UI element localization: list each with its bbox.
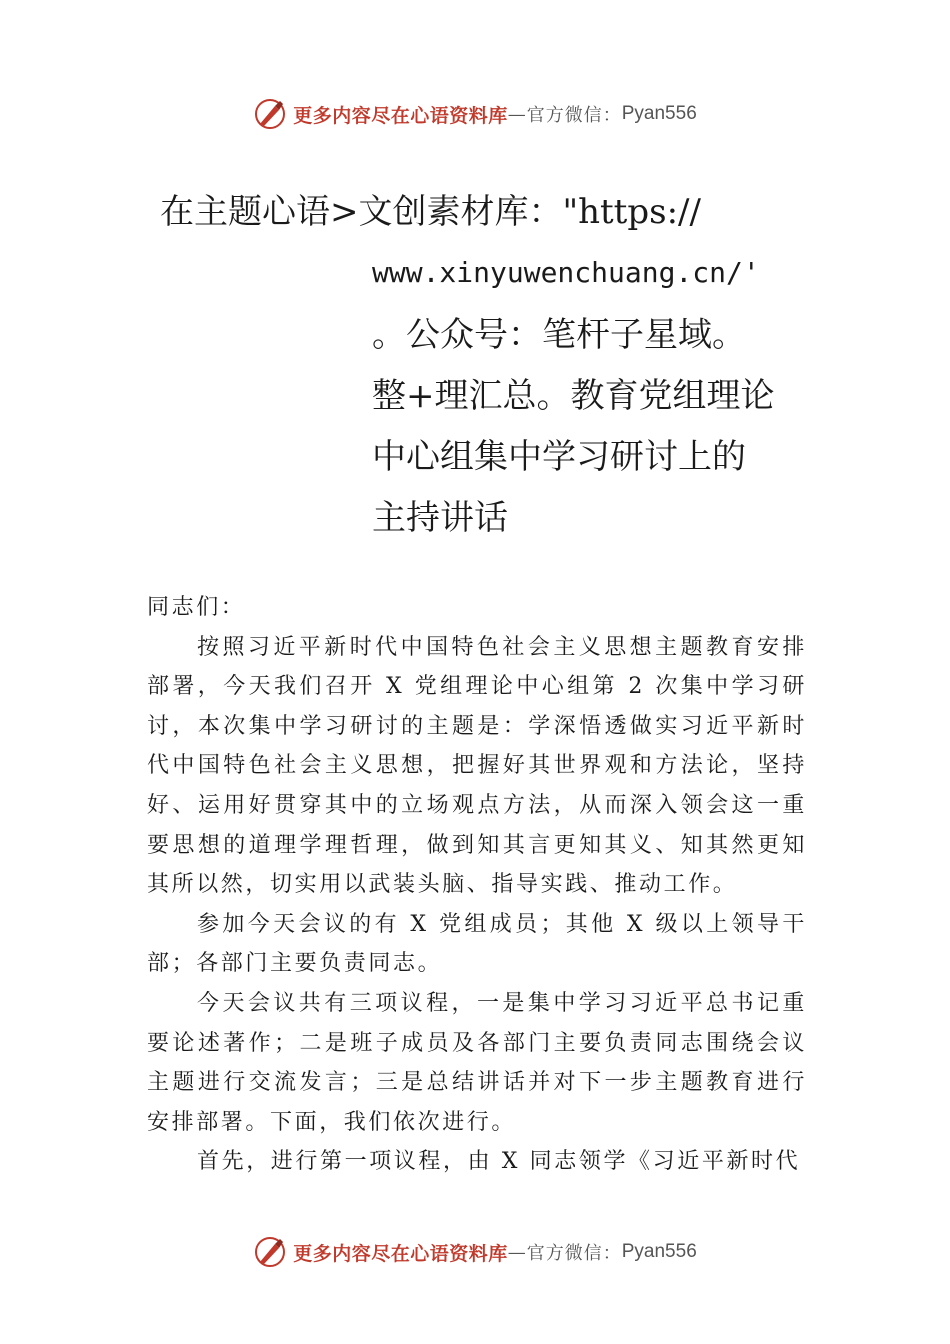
- pen-nib-circle-icon: [253, 97, 287, 131]
- banner-account: Pyan556: [621, 103, 697, 124]
- title-line-1: 在主题心语>文创素材库："https://: [160, 192, 701, 232]
- banner-dash: —: [507, 1241, 527, 1263]
- greeting: 同志们：: [147, 595, 246, 620]
- document-body: [147, 588, 807, 1182]
- banner-official: 官方微信：: [526, 105, 622, 126]
- paragraph-3: 今天会议共有三项议程，一是集中学习习近平总书记重要论述著作；二是班子成员及各部门主要负责同志围绕会议主题进行交流发言；三是总结讲话并对下一步主题教育进行安排部署。下面，我们依次进行。: [147, 990, 807, 1135]
- paragraph-1: 按照习近平新时代中国特色社会主义思想主题教育安排部署，今天我们召开 X 党组理论中心组第 2 次集中学习研讨，本次集中学习研讨的主题是：学深悟透做实习近平新时代中国特色社会主义思想，把握好其世界观和方法论，坚持好、运用好贯穿其中的立场观点方法，从而深入领会这一重要思想的道理学理哲理，做到知其言更知其义、知其然更知其所以然，切实用以武装头脑、指导实践、推动工作。: [147, 634, 807, 898]
- footer-banner: [0, 1232, 950, 1272]
- title-line-3: 。公众号：笔杆子星域。: [372, 315, 746, 355]
- title-line-4: 整+理汇总。教育党组理论: [372, 376, 775, 416]
- banner-official: 官方微信：: [526, 1243, 622, 1264]
- pen-nib-circle-icon: [253, 1235, 287, 1269]
- title-line-5: 中心组集中学习研讨上的: [372, 437, 746, 477]
- banner-account: Pyan556: [621, 1241, 697, 1262]
- title-line-2: www.xinyuwenchuang.cn/': [372, 256, 760, 289]
- banner-highlight: 更多内容尽在心语资料库: [293, 1242, 508, 1265]
- paragraph-4: 首先，进行第一项议程，由 X 同志领学《习近平新时代: [197, 1149, 801, 1175]
- header-banner: [0, 94, 950, 134]
- banner-dash: —: [507, 103, 527, 125]
- title-line-6: 主持讲话: [372, 498, 508, 538]
- banner-highlight: 更多内容尽在心语资料库: [293, 104, 508, 127]
- paragraph-2: 参加今天会议的有 X 党组成员；其他 X 级以上领导干部；各部门主要负责同志。: [147, 911, 807, 977]
